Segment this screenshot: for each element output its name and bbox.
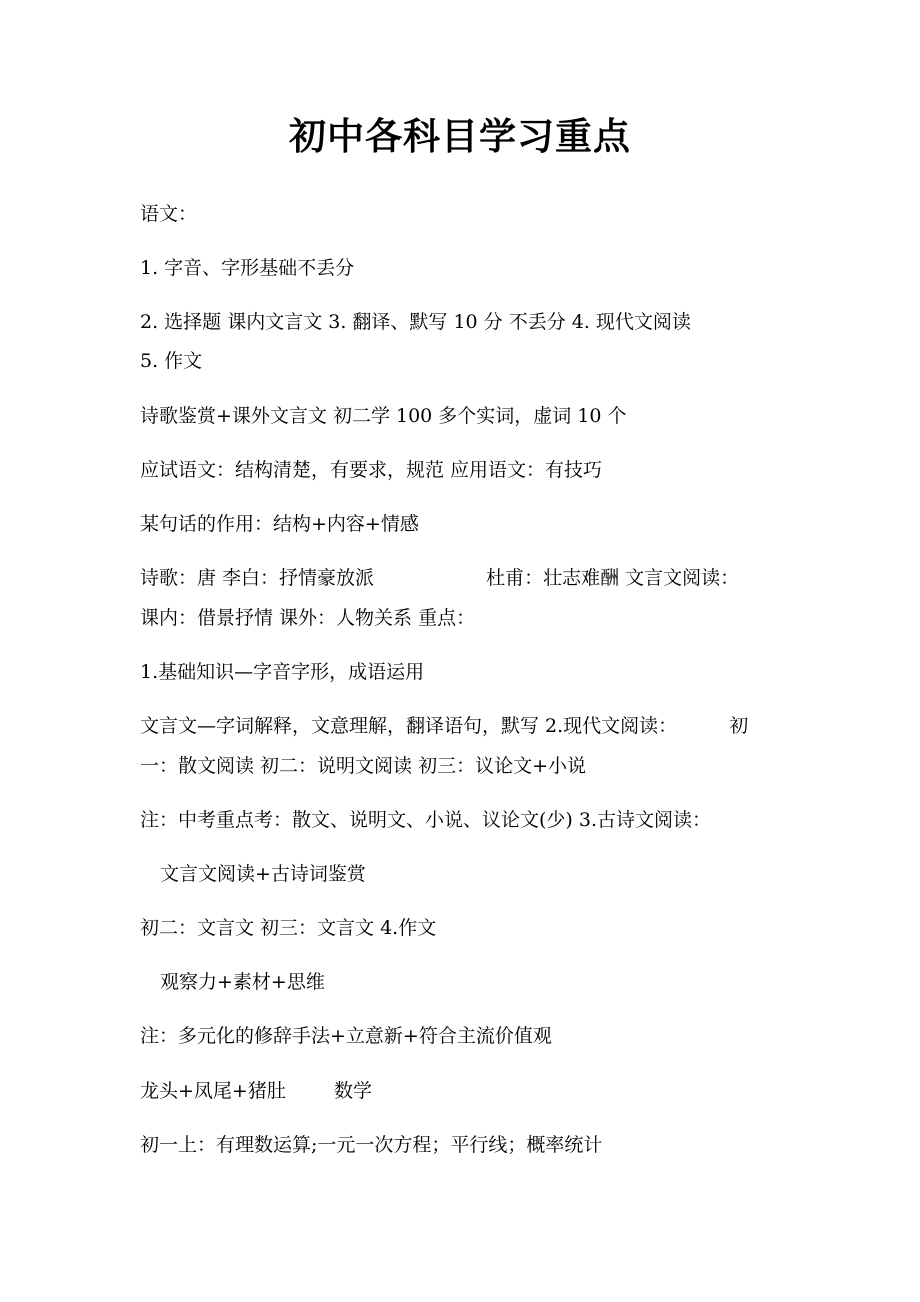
text-segment: 文言文—字词解释，文意理解，翻译语句，默写 2.现代文阅读：: [140, 715, 678, 737]
text-line: [140, 566, 790, 590]
text-line: 一：散文阅读 初二：说明文阅读 初三：议论文+小说: [140, 755, 587, 777]
text-line: 某句话的作用：结构+内容+情感: [140, 513, 419, 535]
text-segment: 杜甫：壮志难酬 文言文阅读：: [486, 567, 740, 589]
text-line: 1. 字音、字形基础不丢分: [140, 257, 355, 279]
text-line: 初一上：有理数运算;一元一次方程；平行线；概率统计: [140, 1134, 603, 1156]
text-line: 文言文阅读+古诗词鉴赏: [160, 863, 366, 885]
text-line: [140, 714, 790, 738]
text-line: 1.基础知识—字音字形，成语运用: [140, 661, 425, 683]
text-line: 5. 作文: [140, 350, 203, 372]
text-line: 诗歌鉴赏+课外文言文 初二学 100 多个实词，虚词 10 个: [140, 405, 627, 427]
document-title: 初中各科目学习重点: [289, 114, 631, 158]
text-segment: 数学: [333, 1080, 372, 1102]
text-line: 语文：: [140, 203, 198, 225]
text-line: 注：中考重点考：散文、说明文、小说、议论文(少) 3.古诗文阅读：: [140, 809, 711, 831]
text-line: 注：多元化的修辞手法+立意新+符合主流价值观: [140, 1025, 552, 1047]
text-line: 应试语文：结构清楚，有要求，规范 应用语文：有技巧: [140, 459, 603, 481]
text-segment: 初: [729, 715, 749, 737]
text-line: 2. 选择题 课内文言文 3. 翻译、默写 10 分 不丢分 4. 现代文阅读: [140, 311, 691, 333]
text-segment: 龙头+凤尾+猪肚: [140, 1080, 286, 1102]
text-line: 初二：文言文 初三：文言文 4.作文: [140, 917, 437, 939]
text-segment: 诗歌：唐 李白：抒情豪放派: [140, 567, 375, 589]
text-line: 观察力+素材+思维: [160, 971, 325, 993]
text-line: 课内：借景抒情 课外：人物关系 重点：: [140, 607, 476, 629]
text-line: [140, 1079, 790, 1103]
